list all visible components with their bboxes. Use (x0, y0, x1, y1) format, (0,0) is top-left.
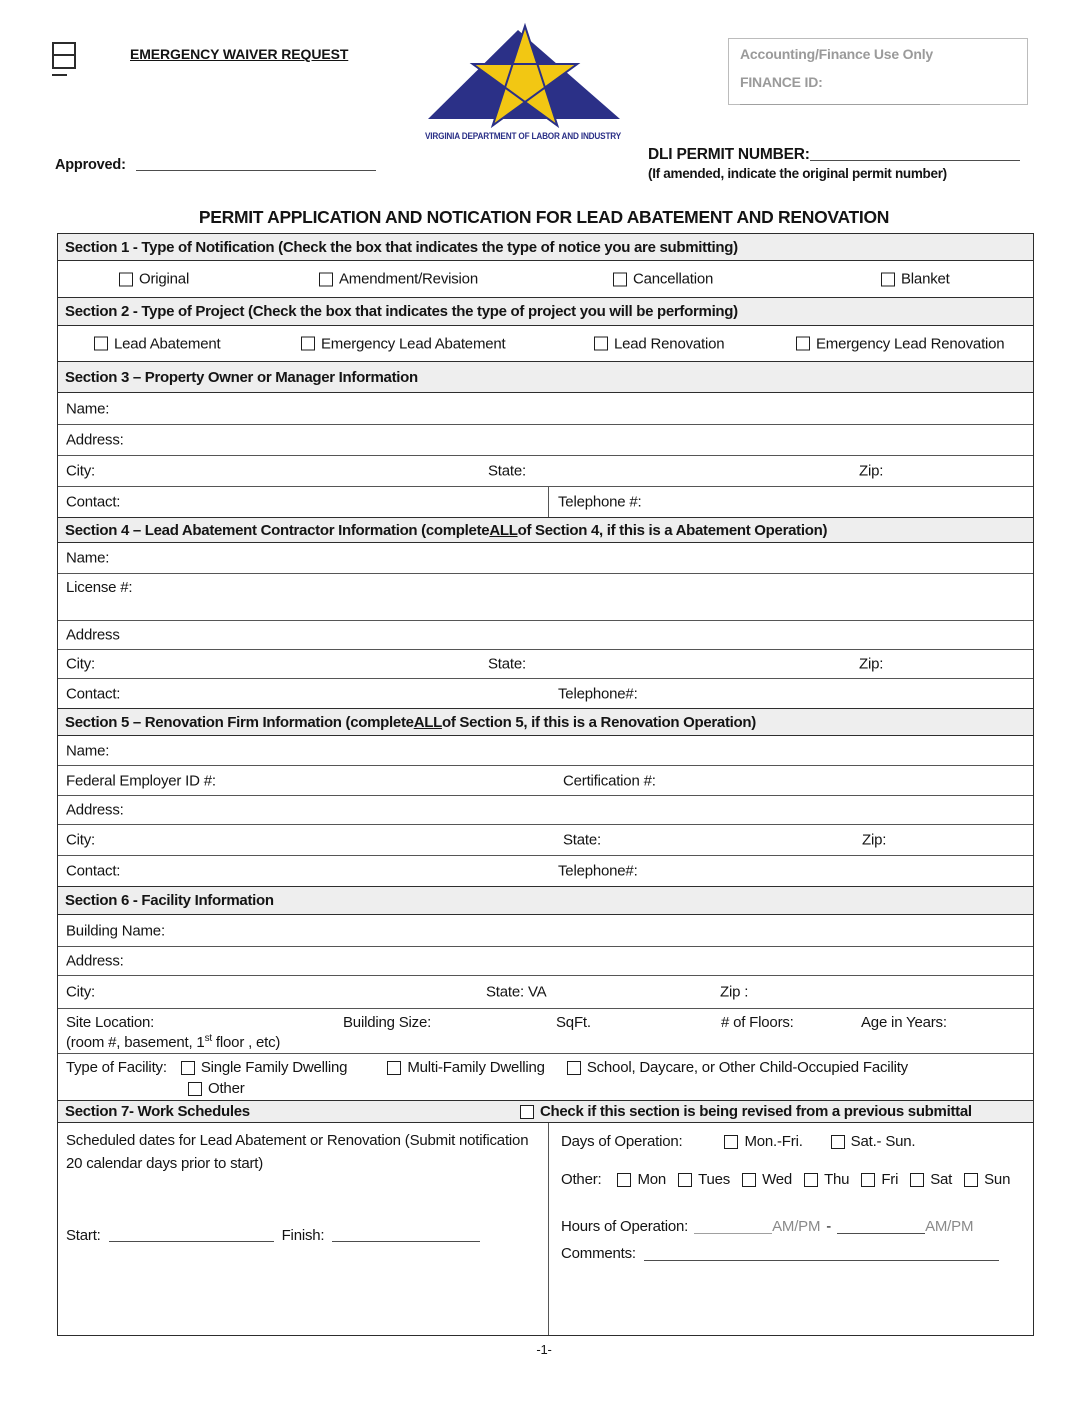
section5-header-all: ALL (413, 713, 442, 731)
accounting-title: Accounting/Finance Use Only (740, 46, 933, 62)
section5-city-state-zip-row[interactable] (58, 824, 1033, 855)
vdoli-logo-graphic (420, 22, 626, 146)
checkbox-other-facility[interactable] (188, 1082, 202, 1096)
section6-address-row[interactable] (58, 946, 1033, 975)
address-label: Address: (66, 431, 124, 449)
corner-dash (52, 74, 67, 76)
state-label: State: (488, 655, 526, 673)
section7-header-row (58, 1100, 1033, 1123)
zip-label: Zip: (859, 655, 884, 673)
option-label-sat-sun: Sat.- Sun. (850, 1133, 916, 1150)
section4-city-state-zip-row[interactable] (58, 649, 1033, 678)
floors-label: # of Floors: (721, 1014, 794, 1031)
hours-of-operation-label: Hours of Operation: (561, 1218, 689, 1235)
checkbox-emergency-lead-renovation[interactable] (796, 337, 810, 351)
comments-blank[interactable] (644, 1247, 999, 1261)
finance-id-blank[interactable] (740, 91, 940, 105)
checkbox-tues[interactable] (678, 1173, 692, 1187)
start-finish-line (66, 1227, 480, 1244)
accounting-finance-box (728, 38, 1028, 105)
checkbox-thu[interactable] (804, 1173, 818, 1187)
dli-permit-label: DLI PERMIT NUMBER: (648, 146, 810, 163)
site-location-note: (room #, basement, 1st floor , etc) (66, 1033, 281, 1051)
section4-header-prefix: Section 4 – Lead Abatement Contractor Information (complete (65, 521, 490, 539)
section3-city-state-zip-row[interactable] (58, 455, 1033, 486)
dli-permit-block (648, 146, 1038, 181)
section6-facility-type-row (58, 1053, 1033, 1100)
hours-from-blank[interactable] (694, 1220, 772, 1234)
section5-header-prefix: Section 5 – Renovation Firm Information (complete (65, 713, 414, 731)
finance-id-label: FINANCE ID: (740, 74, 823, 90)
building-size-label: Building Size: (343, 1014, 432, 1031)
checkbox-school-daycare[interactable] (567, 1061, 581, 1075)
option-label-lead-renovation: Lead Renovation (614, 335, 725, 352)
section5-name-row[interactable] (58, 736, 1033, 765)
checkbox-original[interactable] (119, 272, 133, 286)
option-label-mon-fri: Mon.-Fri. (744, 1133, 803, 1150)
option-label-original: Original (139, 270, 190, 288)
form-corner-mark (52, 42, 76, 76)
cell-divider (548, 487, 549, 517)
checkbox-mon[interactable] (617, 1173, 631, 1187)
option-label-single-family: Single Family Dwelling (200, 1059, 348, 1076)
section6-building-row[interactable] (58, 915, 1033, 946)
ampm-label-from: AM/PM (772, 1218, 821, 1235)
section7-revised-group (520, 1101, 972, 1122)
section3-name-row[interactable] (58, 393, 1033, 424)
facility-type-line2 (188, 1080, 245, 1097)
zip-label: Zip: (862, 831, 887, 849)
hours-dash: - (826, 1218, 832, 1235)
option-label-school-daycare: School, Daycare, or Other Child-Occupied Facility (586, 1059, 908, 1076)
checkbox-lead-renovation[interactable] (594, 337, 608, 351)
name-label: Name: (66, 742, 110, 759)
name-label: Name: (66, 400, 110, 417)
state-label: State: (563, 831, 601, 849)
checkbox-single-family[interactable] (181, 1061, 195, 1075)
section2-header: Section 2 - Type of Project (Check the box that indicates the type of project you will be performing) (58, 297, 1033, 326)
emergency-waiver-label: EMERGENCY WAIVER REQUEST (130, 46, 349, 62)
section4-header-all: ALL (489, 521, 518, 539)
zip-label: Zip: (859, 462, 884, 480)
scheduled-dates-text: Scheduled dates for Lead Abatement or Renovation (Submit notification 20 calendar days prior to start) (66, 1132, 529, 1172)
option-label-tues: Tues (698, 1171, 731, 1188)
state-label: State: (486, 983, 524, 1001)
section3-header: Section 3 – Property Owner or Manager Information (58, 361, 1033, 393)
building-name-label: Building Name: (66, 922, 165, 939)
section3-address-row[interactable] (58, 424, 1033, 455)
contact-label: Contact: (66, 685, 121, 702)
amended-note: (If amended, indicate the original permit number) (648, 166, 947, 181)
corner-box-icon (52, 42, 76, 69)
license-label: License #: (66, 579, 133, 596)
comments-label: Comments: (561, 1245, 636, 1262)
vdoli-logo (420, 22, 626, 150)
finish-label: Finish: (281, 1227, 325, 1244)
section4-contact-row[interactable] (58, 678, 1033, 708)
ampm-label-to: AM/PM (925, 1218, 974, 1235)
site-location-label: Site Location: (66, 1014, 155, 1031)
hours-to-blank[interactable] (837, 1220, 925, 1234)
address-label: Address (66, 626, 120, 644)
option-label-emergency-lead-abatement: Emergency Lead Abatement (321, 335, 506, 352)
section6-city-state-zip-row[interactable] (58, 975, 1033, 1008)
contact-label: Contact: (66, 493, 121, 511)
days-of-operation-label: Days of Operation: (561, 1133, 683, 1150)
section3-contact-row[interactable] (58, 486, 1033, 517)
checkbox-emergency-lead-abatement[interactable] (301, 337, 315, 351)
checkbox-cancellation[interactable] (613, 272, 627, 286)
facility-type-label: Type of Facility: (66, 1059, 167, 1076)
finish-blank[interactable] (332, 1228, 480, 1242)
city-label: City: (66, 983, 96, 1001)
city-label: City: (66, 462, 96, 480)
option-label-fri: Fri (881, 1171, 899, 1188)
section5-contact-row[interactable] (58, 855, 1033, 886)
checkbox-fri[interactable] (861, 1173, 875, 1187)
checkbox-wed[interactable] (742, 1173, 756, 1187)
section6-site-location-row[interactable] (58, 1008, 1033, 1053)
logo-caption: Virginia Department of Labor and Industry (425, 131, 622, 141)
option-label-lead-abatement: Lead Abatement (114, 335, 221, 352)
comments-line (561, 1245, 999, 1262)
option-label-sun: Sun (984, 1171, 1011, 1188)
section6-header: Section 6 - Facility Information (58, 886, 1033, 915)
page-title: PERMIT APPLICATION AND NOTICATION FOR LEAD ABATEMENT AND RENOVATION (198, 207, 890, 227)
days-of-operation-line (561, 1133, 915, 1150)
other-days-line (561, 1171, 1010, 1188)
section5-address-row[interactable] (58, 795, 1033, 824)
dli-permit-blank[interactable] (810, 147, 1020, 161)
option-label-amendment: Amendment/Revision (339, 270, 478, 288)
telephone-label: Telephone#: (558, 862, 638, 880)
page-number: -1- (536, 1342, 552, 1357)
section4-header (58, 517, 1033, 543)
checkbox-mon-fri[interactable] (724, 1135, 738, 1149)
permit-form-table (57, 233, 1034, 1336)
hours-of-operation-line (561, 1218, 973, 1235)
certification-label: Certification #: (563, 772, 656, 789)
option-label-wed: Wed (762, 1171, 793, 1188)
telephone-label: Telephone #: (558, 493, 642, 511)
checkbox-sat-sun[interactable] (831, 1135, 845, 1149)
section4-address-row[interactable] (58, 620, 1033, 649)
city-label: City: (66, 831, 96, 849)
section5-header (58, 708, 1033, 736)
section1-options-row (58, 261, 1033, 297)
city-label: City: (66, 655, 96, 673)
state-label: State: (488, 462, 526, 480)
section4-license-row[interactable] (58, 573, 1033, 620)
state-value: VA (527, 983, 547, 1001)
approved-label: Approved: (55, 157, 126, 173)
checkbox-lead-abatement[interactable] (94, 337, 108, 351)
option-label-mon: Mon (637, 1171, 667, 1188)
cell-divider (548, 1123, 549, 1335)
facility-type-line1 (66, 1059, 908, 1076)
checkbox-section7-revised[interactable] (520, 1105, 534, 1119)
option-label-thu: Thu (824, 1171, 850, 1188)
telephone-label: Telephone#: (558, 685, 638, 702)
approved-blank[interactable] (136, 157, 376, 171)
option-label-emergency-lead-renovation: Emergency Lead Renovation (816, 335, 1005, 352)
option-label-blanket: Blanket (901, 270, 950, 288)
zip-label: Zip : (720, 983, 749, 1001)
checkbox-amendment-revision[interactable] (319, 272, 333, 286)
section4-name-row[interactable] (58, 543, 1033, 573)
checkbox-multi-family[interactable] (387, 1061, 401, 1075)
contact-label: Contact: (66, 862, 121, 880)
address-label: Address: (66, 801, 124, 819)
checkbox-sat[interactable] (910, 1173, 924, 1187)
address-label: Address: (66, 952, 124, 970)
federal-employer-id-label: Federal Employer ID #: (66, 772, 216, 789)
age-label: Age in Years: (861, 1014, 947, 1031)
start-blank[interactable] (109, 1228, 274, 1242)
option-label-cancellation: Cancellation (633, 270, 714, 288)
section7-header: Section 7- Work Schedules (65, 1103, 250, 1120)
name-label: Name: (66, 549, 110, 567)
section5-fedid-row[interactable] (58, 765, 1033, 795)
section5-header-suffix: of Section 5, if this is a Renovation Operation) (441, 713, 756, 731)
option-label-multi-family: Multi-Family Dwelling (407, 1059, 545, 1076)
section1-header: Section 1 - Type of Notification (Check the box that indicates the type of notice you are submitting) (58, 234, 1033, 261)
start-label: Start: (66, 1227, 101, 1244)
option-label-sat: Sat (930, 1171, 953, 1188)
other-days-label: Other: (561, 1171, 602, 1188)
section2-options-row (58, 326, 1033, 361)
option-label-other-facility: Other (208, 1080, 245, 1097)
sqft-label: SqFt. (556, 1014, 591, 1031)
section7-revised-label: Check if this section is being revised from a previous submittal (540, 1103, 972, 1120)
section4-header-suffix: of Section 4, if this is a Abatement Operation) (517, 521, 828, 539)
checkbox-blanket[interactable] (881, 272, 895, 286)
section7-body (58, 1123, 1033, 1335)
checkbox-sun[interactable] (964, 1173, 978, 1187)
